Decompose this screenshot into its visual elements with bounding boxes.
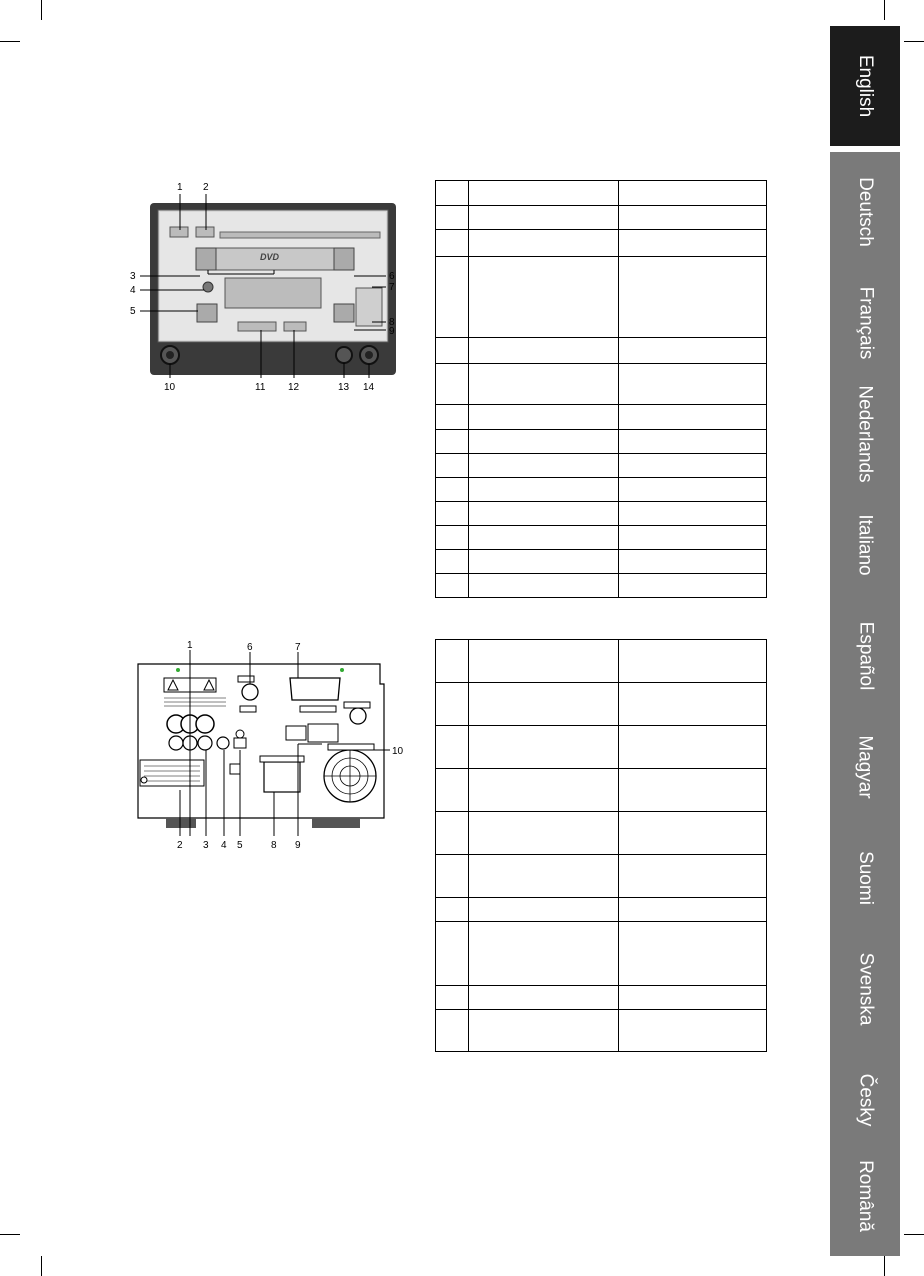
rear-callout-9: 9 — [295, 840, 301, 851]
callout-9: 9 — [389, 326, 395, 337]
table-row — [436, 922, 767, 986]
tab-nederlands[interactable]: Nederlands — [830, 374, 900, 494]
table-row — [436, 574, 767, 598]
tab-romana[interactable]: Română — [830, 1136, 900, 1256]
table-row — [436, 338, 767, 364]
table-row — [436, 812, 767, 855]
table-row — [436, 405, 767, 430]
rear-callout-4: 4 — [221, 840, 227, 851]
callout-7: 7 — [389, 282, 395, 293]
rear-callout-1: 1 — [187, 640, 193, 651]
tab-francais[interactable]: Français — [830, 263, 900, 383]
table-row — [436, 898, 767, 922]
callout-12: 12 — [288, 382, 300, 393]
callout-4: 4 — [130, 285, 136, 296]
callout-5: 5 — [130, 306, 136, 317]
table-row — [436, 257, 767, 338]
dvd-logo: DVD — [260, 252, 280, 262]
tab-espanol[interactable]: Español — [830, 596, 900, 716]
tab-suomi[interactable]: Suomi — [830, 818, 900, 938]
table-row — [436, 526, 767, 550]
callout-14: 14 — [363, 382, 375, 393]
crop-mark — [41, 0, 42, 20]
tab-italiano[interactable]: Italiano — [830, 485, 900, 605]
crop-mark — [884, 0, 885, 20]
front-panel-figure — [110, 178, 400, 400]
tab-magyar[interactable]: Magyar — [830, 707, 900, 827]
crop-mark — [0, 41, 20, 42]
table-row — [436, 502, 767, 526]
table-row — [436, 454, 767, 478]
rear-callout-10: 10 — [392, 746, 404, 757]
rear-callout-5: 5 — [237, 840, 243, 851]
table-row — [436, 769, 767, 812]
table-row — [436, 683, 767, 726]
table-row — [436, 550, 767, 574]
table-row — [436, 640, 767, 683]
table-row — [436, 230, 767, 257]
front-panel-legend-table — [435, 180, 767, 598]
rear-panel-legend-table — [435, 639, 767, 1052]
callout-10: 10 — [164, 382, 176, 393]
rear-panel-figure — [130, 640, 410, 852]
rear-callout-8: 8 — [271, 840, 277, 851]
callout-3: 3 — [130, 271, 136, 282]
table-row — [436, 855, 767, 898]
table-row — [436, 206, 767, 230]
callout-13: 13 — [338, 382, 350, 393]
crop-mark — [904, 41, 924, 42]
callout-6: 6 — [389, 271, 395, 282]
rear-callout-7: 7 — [295, 642, 301, 653]
rear-callout-2: 2 — [177, 840, 183, 851]
language-sidebar — [830, 26, 900, 1250]
tab-cesky[interactable]: Česky — [830, 1040, 900, 1160]
crop-mark — [0, 1234, 20, 1235]
callout-11: 11 — [255, 382, 266, 393]
crop-mark — [884, 1256, 885, 1276]
table-row — [436, 478, 767, 502]
table-row — [436, 1010, 767, 1052]
table-row — [436, 986, 767, 1010]
callout-1: 1 — [177, 182, 183, 193]
callout-8: 8 — [389, 317, 395, 328]
rear-callout-3: 3 — [203, 840, 209, 851]
tab-english[interactable]: English — [830, 26, 900, 146]
crop-mark — [904, 1234, 924, 1235]
table-row — [436, 181, 767, 206]
rear-callout-6: 6 — [247, 642, 253, 653]
callout-2: 2 — [203, 182, 209, 193]
crop-mark — [41, 1256, 42, 1276]
table-row — [436, 430, 767, 454]
table-row — [436, 364, 767, 405]
tab-deutsch[interactable]: Deutsch — [830, 152, 900, 272]
table-row — [436, 726, 767, 769]
tab-svenska[interactable]: Svenska — [830, 929, 900, 1049]
